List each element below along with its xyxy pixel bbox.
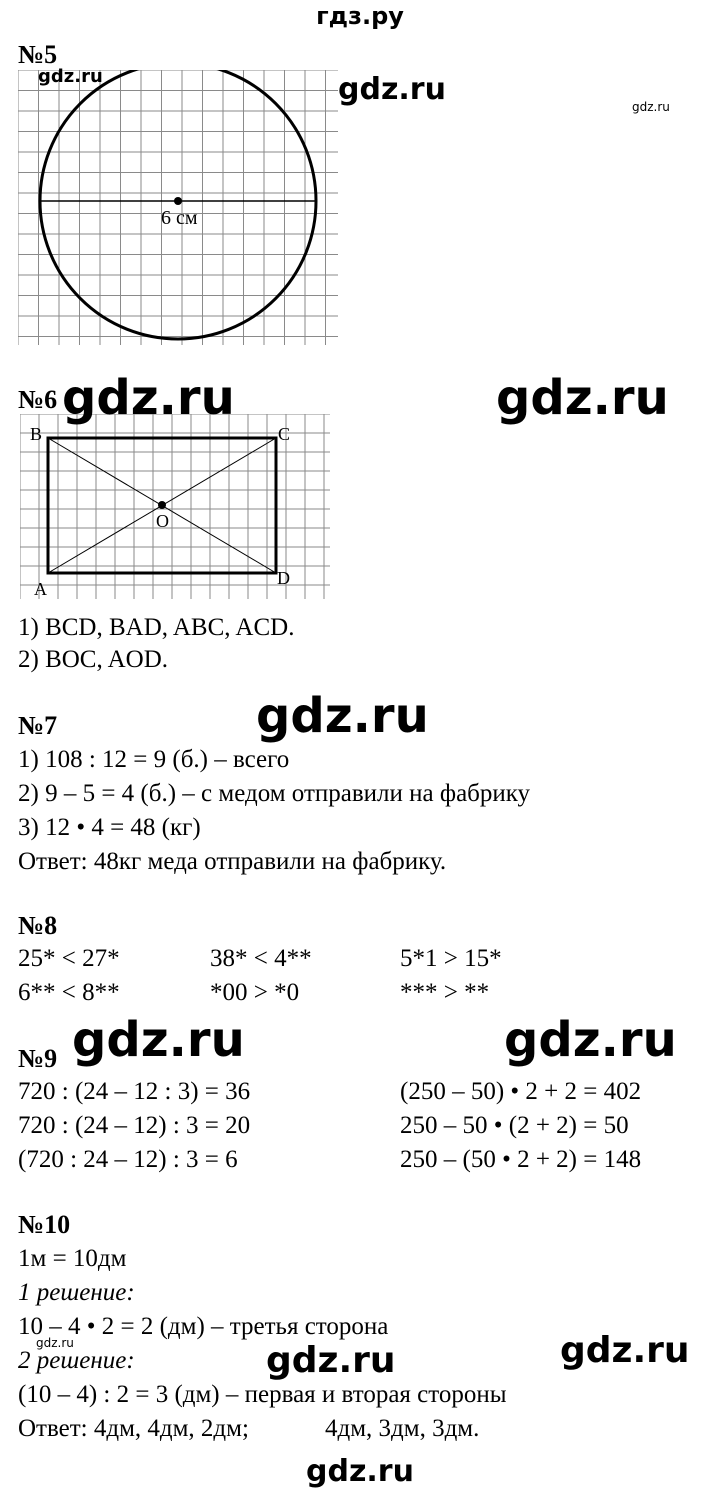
- task9-left-3: (720 : 24 – 12) : 3 = 6: [18, 1146, 238, 1173]
- task9-title: №9: [18, 1044, 58, 1073]
- task7-title: №7: [18, 711, 58, 740]
- task7-line-1: 1) 108 : 12 = 9 (б.) – всего: [18, 746, 290, 773]
- watermark: gdz.ru: [62, 370, 235, 426]
- watermark: gdz.ru: [338, 72, 446, 107]
- task9-left-2: 720 : (24 – 12) : 3 = 20: [18, 1112, 251, 1139]
- task5-title: №5: [18, 40, 58, 69]
- watermark: gdz.ru: [256, 688, 429, 744]
- label-o: O: [156, 511, 169, 531]
- task8-cell: *** > **: [400, 979, 490, 1006]
- task10-answer-b: 4дм, 3дм, 3дм.: [325, 1415, 480, 1442]
- task9-right-2: 250 – 50 • (2 + 2) = 50: [400, 1112, 629, 1139]
- task8-cell: 6** < 8**: [18, 979, 120, 1006]
- task5-circle-figure: [18, 70, 338, 345]
- watermark: gdz.ru: [72, 1012, 245, 1068]
- watermark: gdz.ru: [38, 66, 103, 87]
- task9-left-1: 720 : (24 – 12 : 3) = 36: [18, 1078, 251, 1105]
- watermark: gdz.ru: [306, 1454, 414, 1489]
- point-o: [158, 501, 166, 509]
- task6-line-2: 2) BOC, AOD.: [18, 646, 169, 673]
- task9-right-3: 250 – (50 • 2 + 2) = 148: [400, 1146, 642, 1173]
- task6-title: №6: [18, 385, 58, 414]
- task10-answer-a: Ответ: 4дм, 4дм, 2дм;: [18, 1415, 249, 1442]
- watermark: gdz.ru: [632, 100, 670, 114]
- watermark: gdz.ru: [36, 1336, 74, 1350]
- diameter-label: 6 см: [161, 207, 198, 229]
- task10-solution-2-label: 2 решение:: [18, 1347, 135, 1374]
- task8-cell: 38* < 4**: [210, 945, 312, 972]
- task10-line-2: 10 – 4 • 2 = 2 (дм) – третья сторона: [18, 1313, 389, 1340]
- task10-solution-1-label: 1 решение:: [18, 1279, 135, 1306]
- task6-line-1: 1) BCD, BAD, ABC, ACD.: [18, 614, 295, 641]
- task8-cell: 25* < 27*: [18, 945, 120, 972]
- label-d: D: [277, 568, 290, 588]
- label-c: C: [278, 424, 291, 444]
- task8-cell: *00 > *0: [210, 979, 300, 1006]
- label-b: B: [30, 424, 43, 444]
- task8-cell: 5*1 > 15*: [400, 945, 502, 972]
- task10-line-1: 1м = 10дм: [18, 1245, 127, 1272]
- task7-answer: Ответ: 48кг меда отправили на фабрику.: [18, 848, 447, 875]
- watermark: gdz.ru: [496, 370, 669, 426]
- watermark: gdz.ru: [266, 1340, 396, 1381]
- task10-line-3: (10 – 4) : 2 = 3 (дм) – первая и вторая стороны: [18, 1381, 507, 1408]
- watermark: gdz.ru: [504, 1012, 677, 1068]
- task8-title: №8: [18, 911, 58, 940]
- task6-rectangle-figure: [20, 414, 340, 599]
- label-a: A: [34, 579, 47, 599]
- task7-line-2: 2) 9 – 5 = 4 (б.) – с медом отправили на фабрику: [18, 780, 531, 807]
- site-header: гдз.ру: [316, 2, 404, 30]
- task9-right-1: (250 – 50) • 2 + 2 = 402: [400, 1078, 642, 1105]
- task10-title: №10: [18, 1210, 71, 1239]
- watermark: gdz.ru: [560, 1330, 690, 1371]
- circle-center-point: [174, 197, 182, 205]
- task7-line-3: 3) 12 • 4 = 48 (кг): [18, 814, 201, 841]
